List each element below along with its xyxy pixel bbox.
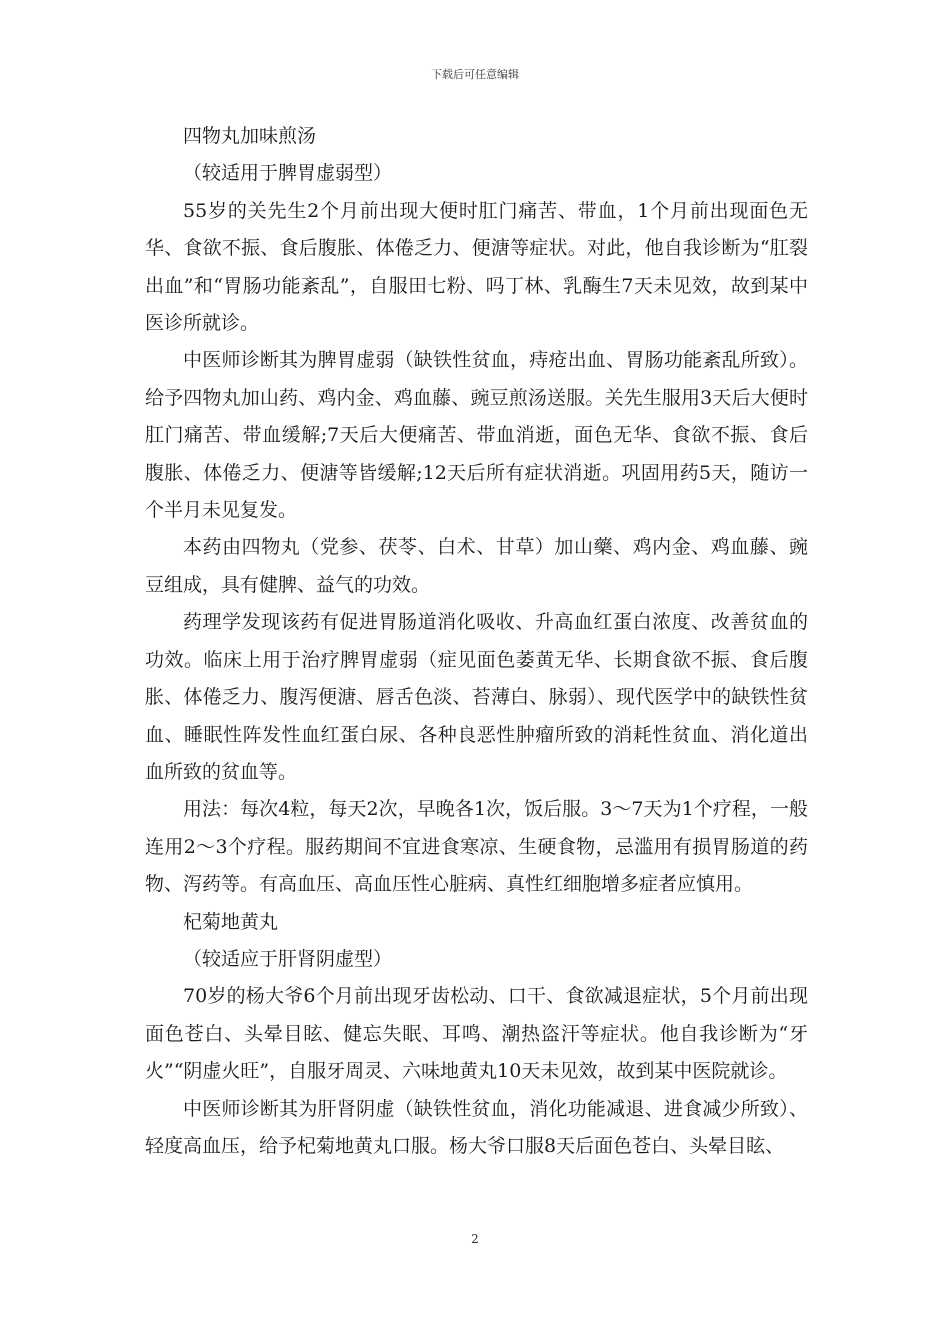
section-title-qiju: 杞菊地黄丸: [183, 910, 279, 933]
page-header: 下载后可任意编辑: [431, 68, 519, 81]
case-paragraph-guan: 55岁的关先生2个月前出现大便时肛门痛苦、带血，1个月前出现面色无华、食欲不振、食后腹胀、体倦乏力、便溏等症状。对此，他自我诊断为“肛裂出血”和“胃肠功能紊乱”，自服田七粉、吗丁林、乳酶生7天未见效，故到某中医诊所就诊。: [145, 199, 808, 335]
case-paragraph-yang: 70岁的杨大爷6个月前出现牙齿松动、口干、食欲减退症状，5个月前出现面色苍白、头晕目眩、健忘失眠、耳鸣、潮热盗汗等症状。他自我诊断为“牙火”“阴虚火旺”，自服牙周灵、六味地黄丸10天未见效，故到某中医院就诊。: [145, 985, 808, 1083]
diagnosis-paragraph-yang: 中医师诊断其为肝肾阴虚（缺铁性贫血，消化功能减退、进食减少所致）、轻度高血压，给予杞菊地黄丸口服。杨大爷口服8天后面色苍白、头晕目眩、: [145, 1097, 808, 1157]
section-title-siwuwan: 四物丸加味煎汤: [183, 125, 317, 147]
document-body: [145, 118, 808, 1165]
composition-paragraph: 本药由四物丸（党参、茯苓、白术、甘草）加山藥、鸡内金、鸡血藤、豌豆组成，具有健脾、益气的功效。: [145, 536, 808, 596]
section-subtitle-spleen: （较适用于脾胃虚弱型）: [183, 162, 393, 185]
section-subtitle-liver-kidney: （较适应于肝肾阴虚型）: [183, 947, 393, 970]
usage-paragraph: 用法：每次4粒，每天2次，早晚各1次，饭后服。3～7天为1个疗程，一般连用2～3个疗程。服药期间不宜进食寒凉、生硬食物，忌滥用有损胃肠道的药物、泻药等。有高血压、高血压性心脏病、真性红细胞增多症者应慎用。: [145, 798, 808, 896]
diagnosis-paragraph-guan: 中医师诊断其为脾胃虚弱（缺铁性贫血，痔疮出血、胃肠功能紊乱所致）。给予四物丸加山药、鸡内金、鸡血藤、豌豆煎汤送服。关先生服用3天后大便时肛门痛苦、带血缓解;7天后大便痛苦、带血消逝，面色无华、食欲不振、食后腹胀、体倦乏力、便溏等皆缓解;12天后所有症状消逝。巩固用药5天，随访一个半月未见复发。: [145, 349, 808, 522]
page-number: 2: [471, 1232, 479, 1246]
pharmacology-paragraph: 药理学发现该药有促进胃肠道消化吸收、升高血红蛋白浓度、改善贫血的功效。临床上用于治疗脾胃虚弱（症见面色萎黄无华、长期食欲不振、食后腹胀、体倦乏力、腹泻便溏、唇舌色淡、苔薄白、脉弱）、现代医学中的缺铁性贫血、睡眠性阵发性血红蛋白尿、各种良恶性肿瘤所致的消耗性贫血、消化道出血所致的贫血等。: [145, 611, 808, 783]
